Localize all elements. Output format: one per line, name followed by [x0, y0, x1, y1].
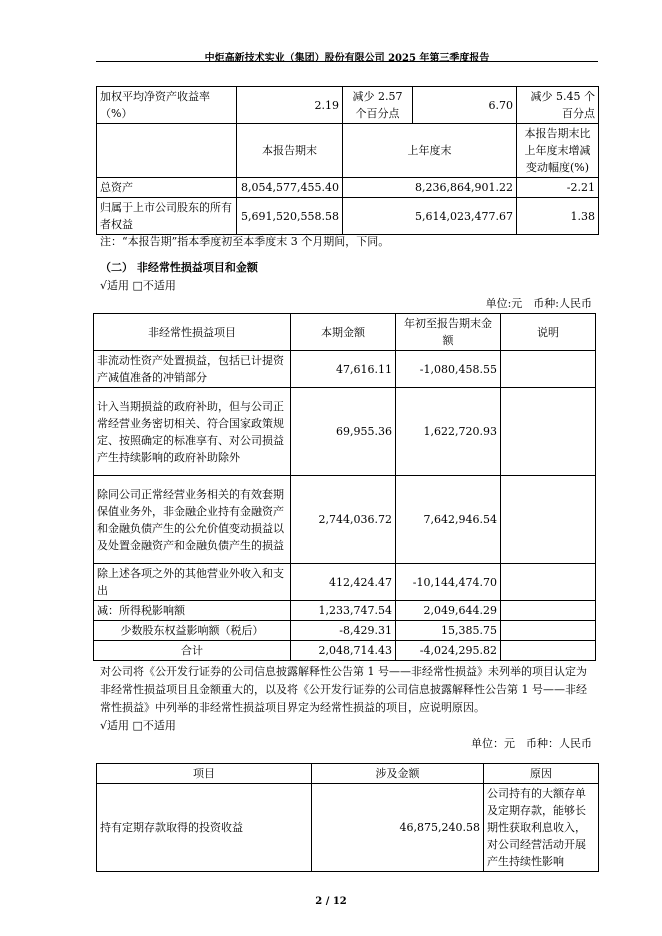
- table-row: [94, 564, 596, 601]
- unit-label: 单位：元 币种：人民币: [471, 737, 592, 750]
- table-row: [94, 476, 596, 564]
- table-row: [97, 87, 599, 124]
- table-cell: 8,236,864,901.22: [343, 178, 517, 198]
- table-row: [94, 641, 596, 661]
- page-number: 2 / 12: [315, 896, 347, 907]
- table-cell: 加权平均净资产收益率（%）: [97, 87, 237, 124]
- recurring-reclassification-table: [96, 763, 599, 872]
- explanation-paragraph: 对公司将《公开发行证券的公司信息披露解释性公告第 1 号——非经常性损益》未列举的项目认定为非经常性损益项目且金额重大的，以及将《公开发行证券的公司信息披露解释性公告第 1 号——非经常性损益》中列举的非经常性损益项目界定为经常性损益的项目，应说明原因。: [100, 665, 587, 714]
- table-cell: 除同公司正常经营业务相关的有效套期保值业务外，非金融企业持有金融资产和金融负债产生的公允价值变动损益以及处置金融资产和金融负债产生的损益: [94, 476, 291, 564]
- table-cell: [501, 351, 596, 388]
- table-note: 注：“本报告期”指本季度初至本季度末 3 个月期间，下同。: [100, 235, 390, 248]
- table-cell: 412,424.47: [291, 564, 396, 601]
- table-cell: [501, 476, 596, 564]
- section-title: （二） 非经常性损益项目和金额: [100, 261, 258, 274]
- table-header-row: [97, 764, 599, 784]
- table-cell: 总资产: [97, 178, 237, 198]
- table-cell: 1.38: [517, 198, 599, 235]
- table-cell: 少数股东权益影响额（税后）: [94, 621, 291, 641]
- table-cell: 2,049,644.29: [396, 601, 501, 621]
- applicable-check: √适用 □不适用: [100, 719, 176, 732]
- table-row: [97, 198, 599, 235]
- table-cell: 减：所得税影响额: [94, 601, 291, 621]
- table-cell: [501, 388, 596, 476]
- table-cell: 5,614,023,477.67: [343, 198, 517, 235]
- table-cell: 15,385.75: [396, 621, 501, 641]
- table-cell: [501, 641, 596, 661]
- non-recurring-items-table: [93, 313, 596, 661]
- table-cell: [501, 621, 596, 641]
- header-divider: [96, 61, 598, 62]
- table-header-row: [94, 314, 596, 351]
- table-row: [97, 784, 599, 872]
- column-header: 原因: [484, 764, 599, 784]
- column-header: 项目: [97, 764, 312, 784]
- table-cell: 2,048,714.43: [291, 641, 396, 661]
- report-header-title: 中炬高新技术实业（集团）股份有限公司 2025 年第三季度报告: [204, 53, 490, 64]
- table-row: [94, 601, 596, 621]
- table-cell: [501, 601, 596, 621]
- table-cell: 46,875,240.58: [312, 784, 484, 872]
- table-cell: -2.21: [517, 178, 599, 198]
- table-cell: -1,080,458.55: [396, 351, 501, 388]
- table-cell: 2,744,036.72: [291, 476, 396, 564]
- column-header: 说明: [501, 314, 596, 351]
- table-cell: 计入当期损益的政府补助，但与公司正常经营业务密切相关、符合国家政策规定、按照确定的标准享有、对公司损益产生持续影响的政府补助除外: [94, 388, 291, 476]
- table-row: [94, 351, 596, 388]
- column-header: 本期金额: [291, 314, 396, 351]
- table-cell: 7,642,946.54: [396, 476, 501, 564]
- column-header: 涉及金额: [312, 764, 484, 784]
- table-cell: 6.70: [413, 87, 517, 124]
- table-cell: -8,429.31: [291, 621, 396, 641]
- table-cell: 1,622,720.93: [396, 388, 501, 476]
- column-header: 本报告期末: [237, 124, 343, 178]
- column-header: 上年度末: [343, 124, 517, 178]
- financial-indicators-table: [96, 86, 599, 235]
- table-cell: 减少 5.45 个百分点: [517, 87, 599, 124]
- table-cell: -4,024,295.82: [396, 641, 501, 661]
- table-cell: 归属于上市公司股东的所有者权益: [97, 198, 237, 235]
- table-cell: [501, 564, 596, 601]
- table-cell: 减少 2.57 个百分点: [343, 87, 413, 124]
- table-cell: 非流动性资产处置损益，包括已计提资产减值准备的冲销部分: [94, 351, 291, 388]
- column-header: 非经常性损益项目: [94, 314, 291, 351]
- table-row: [94, 388, 596, 476]
- table-cell: 47,616.11: [291, 351, 396, 388]
- table-cell: 69,955.36: [291, 388, 396, 476]
- table-cell: 8,054,577,455.40: [237, 178, 343, 198]
- table-cell: 1,233,747.54: [291, 601, 396, 621]
- column-header: 年初至报告期末金额: [396, 314, 501, 351]
- table-cell: 除上述各项之外的其他营业外收入和支出: [94, 564, 291, 601]
- column-header: 本报告期末比上年度末增减变动幅度(%): [517, 124, 599, 178]
- table-cell: [97, 124, 237, 178]
- table-cell: 合计: [94, 641, 291, 661]
- table-row: [94, 621, 596, 641]
- unit-label: 单位:元 币种:人民币: [485, 297, 592, 310]
- table-cell: 持有定期存款取得的投资收益: [97, 784, 312, 872]
- table-cell: -10,144,474.70: [396, 564, 501, 601]
- applicable-check: √适用 □不适用: [100, 279, 176, 292]
- table-cell: 2.19: [237, 87, 343, 124]
- table-row: [97, 178, 599, 198]
- table-cell: 5,691,520,558.58: [237, 198, 343, 235]
- table-header-row: [97, 124, 599, 178]
- table-cell: 公司持有的大额存单及定期存款，能够长期性获取利息收入，对公司经营活动开展产生持续性影响: [484, 784, 599, 872]
